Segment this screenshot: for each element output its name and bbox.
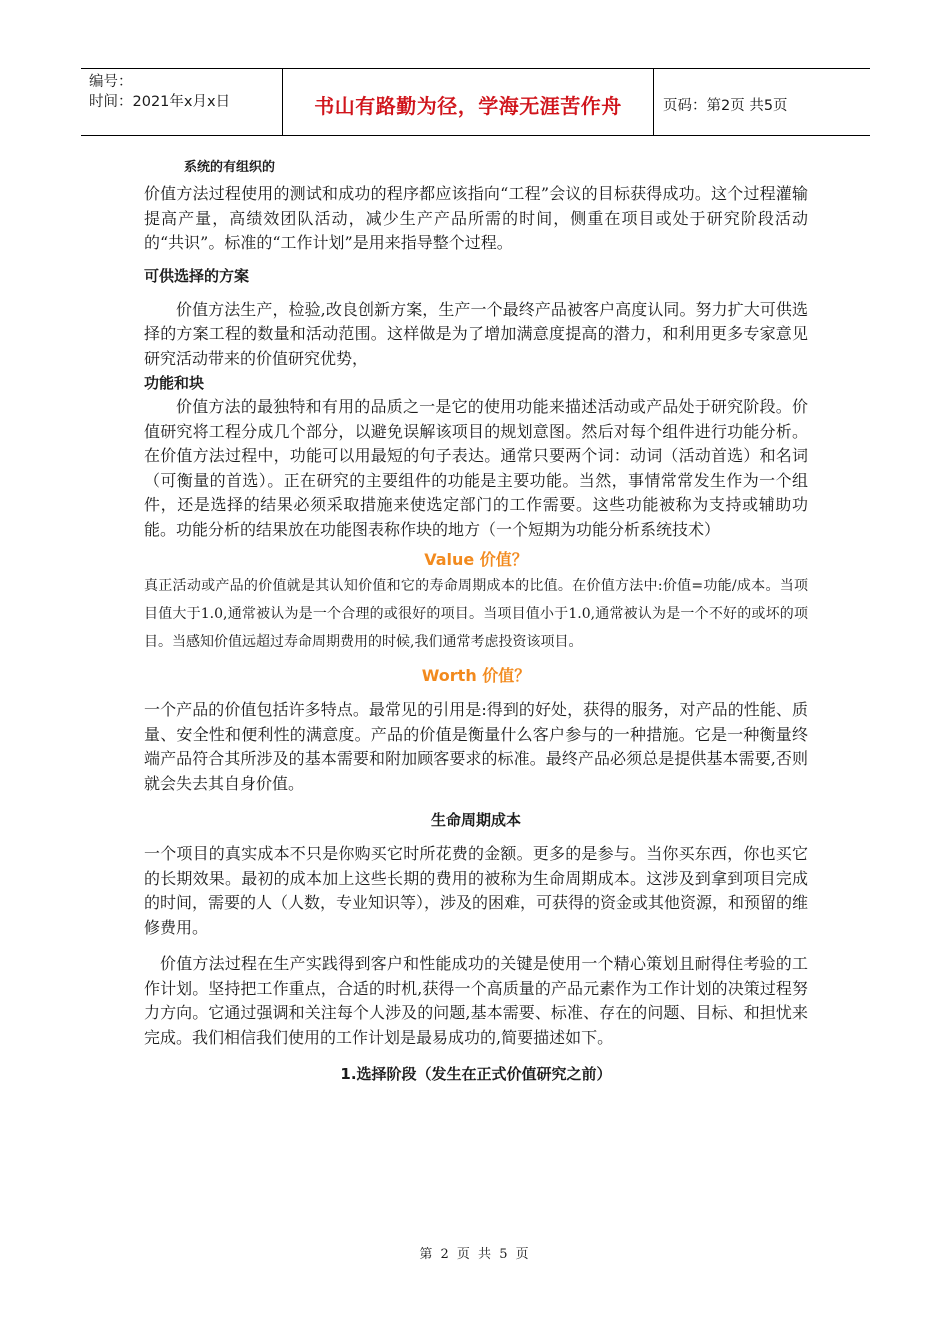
document-number-label: 编号： bbox=[89, 74, 133, 90]
heading-functions: 功能和块 bbox=[144, 374, 205, 392]
page-footer: 第 2 页 共 5 页 bbox=[419, 1247, 531, 1262]
paragraph-lifecycle: 一个项目的真实成本不只是你购买它时所花费的金额。更多的是参与。当你买东西，你也买它的长期效果。最初的成本加上这些长期的费用的被称为生命周期成本。这涉及到拿到项目完成的时间，需要的人（人数，专业知识等），涉及的困难，可获得的资金或其他资源，和预留的维修费用。 bbox=[144, 844, 809, 937]
section-subheading: 系统的有组织的 bbox=[184, 160, 276, 175]
heading-lifecycle: 生命周期成本 bbox=[430, 811, 521, 829]
document-body bbox=[144, 158, 808, 1086]
heading-worth: Worth 价值？ bbox=[421, 666, 531, 685]
paragraph-workplan: 价值方法过程在生产实践得到客户和性能成功的关键是使用一个精心策划且耐得住考验的工作计划。坚持把工作重点，合适的时机,获得一个高质量的产品元素作为工作计划的决策过程努力方向。它通过强调和关注每个人涉及的问题,基本需要、标准、存在的问题、目标、和担忧来完成。我们相信我们使用的工作计划是最易成功的,简要描述如下。 bbox=[144, 954, 808, 1047]
heading-value: Value 价值？ bbox=[424, 550, 528, 569]
document-date-label: 时间：2021年x月x日 bbox=[89, 94, 231, 110]
paragraph-alternatives: 价值方法生产，检验,改良创新方案，生产一个最终产品被客户高度认同。努力扩大可供选择的方案工程的数量和活动范围。这样做是为了增加满意度提高的潜力，和利用更多专家意见研究活动带来的价值研究优势， bbox=[144, 299, 808, 368]
paragraph-process: 价值方法过程使用的测试和成功的程序都应该指向“工程”会议的目标获得成功。这个过程灌输提高产量，高绩效团队活动，减少生产产品所需的时间，侧重在项目或处于研究阶段活动的“共识”。标准的“工作计划”是用来指导整个过程。 bbox=[144, 184, 808, 252]
paragraph-functions: 价值方法的最独特和有用的品质之一是它的使用功能来描述活动或产品处于研究阶段。价值研究将工程分成几个部分，以避免误解该项目的规划意图。然后对每个组件进行功能分析。在价值方法过程中，功能可以用最短的句子表达。通常只要两个词：动词（活动首选）和名词（可衡量的首选）。正在研究的主要组件的功能是主要功能。当然，事情常常发生作为一个组件，还是选择的结果必须采取措施来使选定部门的工作需要。这些功能被称为支持或辅助功能。功能分析的结果放在功能图表称作块的地方（一个短期为功能分析系统技术） bbox=[144, 397, 808, 539]
heading-alternatives: 可供选择的方案 bbox=[144, 266, 250, 285]
header-page-number: 页码：第2页 共5页 bbox=[663, 97, 788, 114]
header-motto: 书山有路勤为径，学海无涯苦作舟 bbox=[283, 69, 654, 135]
page-header bbox=[81, 68, 870, 136]
paragraph-value: 真正活动或产品的价值就是其认知价值和它的寿命周期成本的比值。在价值方法中:价值=功能/成本。当项目值大于1.0,通常被认为是一个合理的或很好的项目。当项目值小于1.0,通常被认为是一个不好的或坏的项目。当感知价值远超过寿命周期费用的时候,我们通常考虑投资该项目。 bbox=[144, 578, 808, 650]
heading-phase1: 1.选择阶段（发生在正式价值研究之前） bbox=[340, 1065, 612, 1083]
header-meta bbox=[81, 69, 283, 135]
paragraph-worth: 一个产品的价值包括许多特点。最常见的引用是:得到的好处，获得的服务，对产品的性能、质量、安全性和便利性的满意度。产品的价值是衡量什么客户参与的一种措施。它是一种衡量终端产品符合其所涉及的基本需要和附加顾客要求的标准。最终产品必须总是提供基本需要,否则就会失去其自身价值。 bbox=[144, 700, 808, 793]
